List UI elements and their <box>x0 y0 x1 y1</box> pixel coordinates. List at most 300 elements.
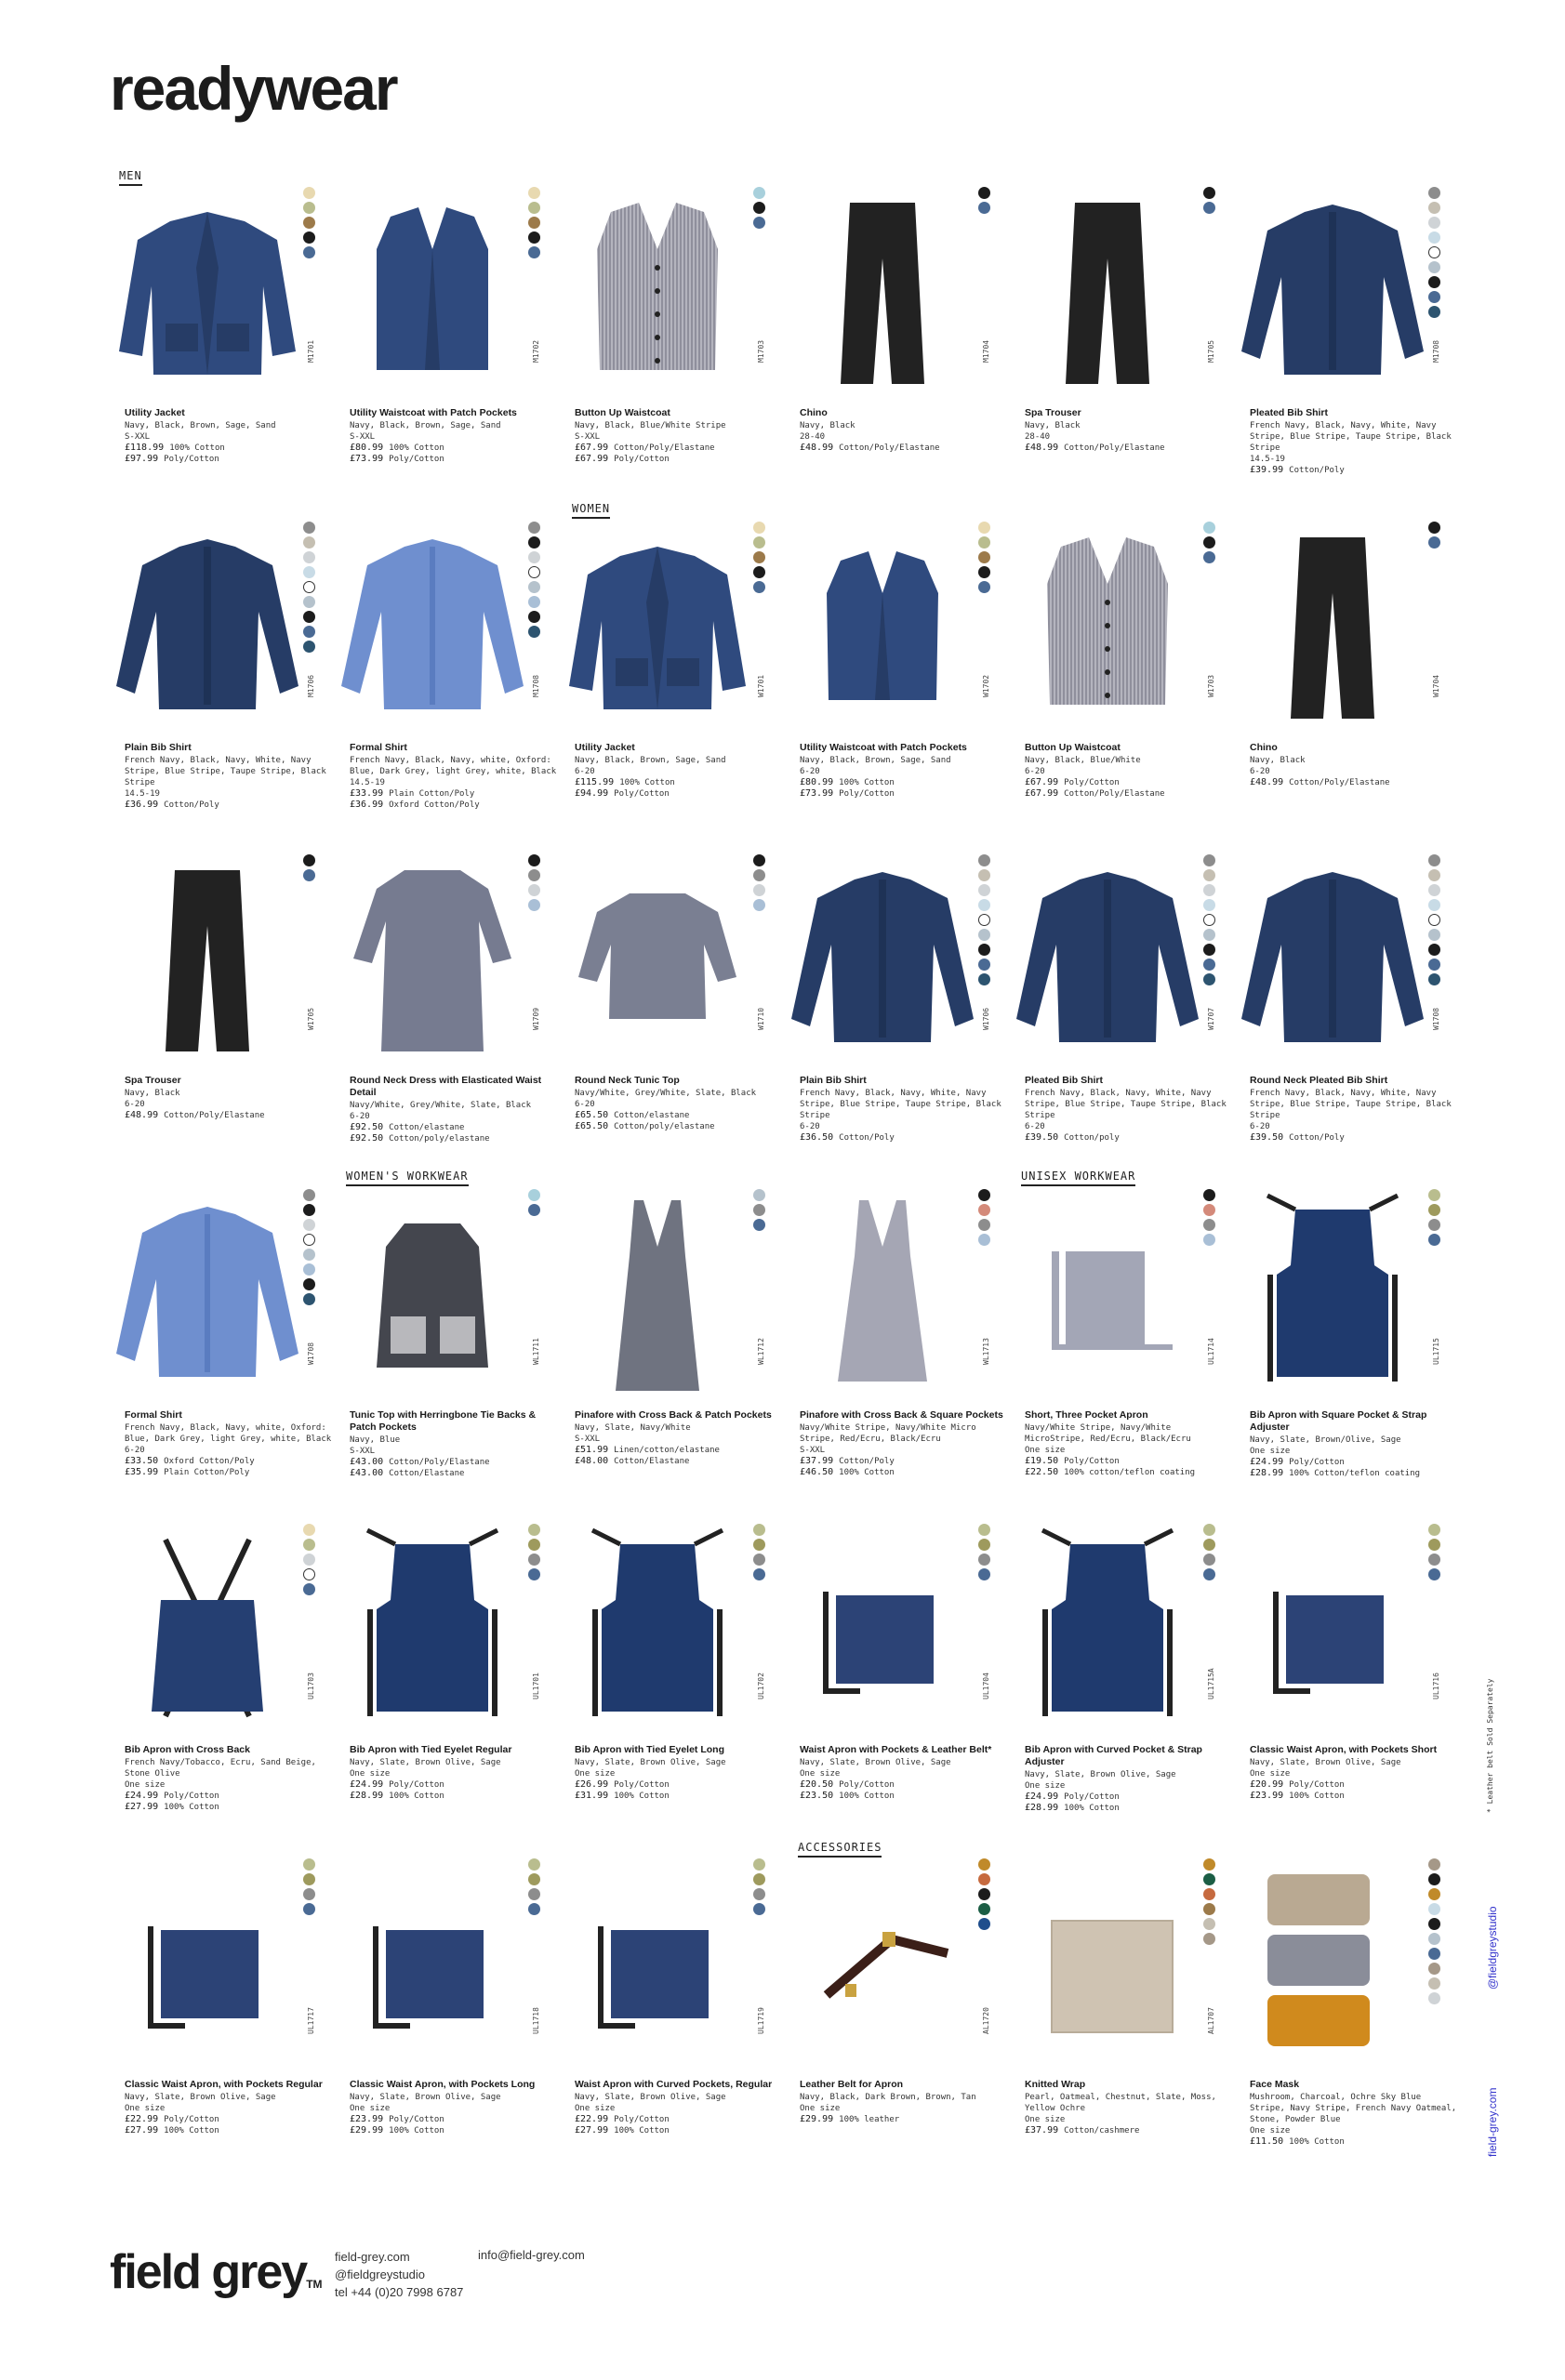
color-swatch[interactable] <box>528 899 540 911</box>
color-swatch[interactable] <box>1203 929 1215 941</box>
product-colors: Navy/White Stripe, Navy/White Micro Stripe, Red/Ecru, Black/Ecru <box>800 1423 976 1444</box>
color-swatch[interactable] <box>1428 973 1440 985</box>
price-material: Cotton/Poly <box>839 1457 895 1466</box>
color-swatch[interactable] <box>978 854 990 866</box>
color-swatch[interactable] <box>1428 276 1440 288</box>
price-value: £48.99 <box>1250 777 1284 787</box>
color-swatch[interactable] <box>528 1858 540 1871</box>
color-swatch[interactable] <box>1428 854 1440 866</box>
color-swatch[interactable] <box>1203 1858 1215 1871</box>
color-swatch[interactable] <box>1428 522 1440 534</box>
color-swatch[interactable] <box>528 596 540 608</box>
product-colors: French Navy, Black, Navy, white, Oxford: Blue, Dark Grey, light Grey, white, Black <box>125 1423 332 1444</box>
color-swatch[interactable] <box>1203 536 1215 549</box>
color-swatch[interactable] <box>303 1278 315 1290</box>
color-swatch[interactable] <box>753 187 765 199</box>
color-swatch[interactable] <box>303 641 315 653</box>
color-swatch[interactable] <box>1203 1234 1215 1246</box>
color-swatch[interactable] <box>978 522 990 534</box>
product-info <box>1250 1744 1459 1802</box>
color-swatch[interactable] <box>303 1903 315 1915</box>
color-swatch[interactable] <box>1428 1554 1440 1566</box>
color-swatch[interactable] <box>303 1873 315 1885</box>
product-price <box>575 454 784 465</box>
color-swatch[interactable] <box>1203 1539 1215 1551</box>
color-swatch[interactable] <box>1203 869 1215 881</box>
product-code: UL1701 <box>532 1673 540 1699</box>
color-swatch[interactable] <box>1203 1888 1215 1900</box>
product-size: One size <box>575 1769 616 1778</box>
color-swatch[interactable] <box>753 1554 765 1566</box>
color-swatch[interactable] <box>303 551 315 563</box>
color-swatch[interactable] <box>978 899 990 911</box>
product-image <box>560 853 755 1063</box>
color-swatch[interactable] <box>978 566 990 578</box>
color-swatch[interactable] <box>1428 246 1440 258</box>
color-swatch[interactable] <box>528 231 540 244</box>
color-swatch[interactable] <box>1428 1234 1440 1246</box>
color-swatch[interactable] <box>528 1903 540 1915</box>
color-swatch[interactable] <box>753 1903 765 1915</box>
product-card[interactable] <box>1235 521 1447 837</box>
product-card[interactable] <box>335 1188 547 1504</box>
color-swatch[interactable] <box>978 944 990 956</box>
product-code: W1710 <box>757 1007 765 1030</box>
price-material: Cotton/Poly/Elastane <box>1289 778 1390 787</box>
product-price <box>800 1132 1009 1144</box>
product-code: W1708 <box>307 1342 315 1365</box>
color-swatch[interactable] <box>1428 1873 1440 1885</box>
product-size: One size <box>1250 1447 1291 1456</box>
color-swatch[interactable] <box>528 1888 540 1900</box>
price-material: Cotton/Poly/Elastane <box>839 443 940 453</box>
color-swatch[interactable] <box>303 596 315 608</box>
color-swatch[interactable] <box>1428 1948 1440 1960</box>
product-card[interactable] <box>110 1858 322 2174</box>
color-swatch[interactable] <box>978 1858 990 1871</box>
color-swatch[interactable] <box>753 1539 765 1551</box>
product-card[interactable] <box>1235 853 1452 1170</box>
color-swatch[interactable] <box>303 1249 315 1261</box>
color-swatch[interactable] <box>978 536 990 549</box>
color-swatch[interactable] <box>303 611 315 623</box>
color-swatch[interactable] <box>1428 914 1440 926</box>
price-value: £48.99 <box>125 1110 159 1120</box>
product-card[interactable] <box>335 521 557 837</box>
color-swatch[interactable] <box>753 1568 765 1580</box>
price-value: £94.99 <box>575 788 609 799</box>
color-swatch[interactable] <box>753 899 765 911</box>
color-swatch[interactable] <box>978 929 990 941</box>
product-name: Knitted Wrap <box>1025 2079 1086 2090</box>
product-price <box>800 1779 1009 1791</box>
color-swatch[interactable] <box>528 522 540 534</box>
product-card[interactable] <box>785 186 997 502</box>
footer-website[interactable]: field-grey.com <box>335 2250 410 2264</box>
color-swatch[interactable] <box>528 1568 540 1580</box>
color-swatch[interactable] <box>303 522 315 534</box>
section-accessories: ACCESSORIES <box>798 1841 882 1858</box>
product-price <box>1025 2125 1234 2136</box>
product-card[interactable] <box>110 1188 332 1504</box>
color-swatch[interactable] <box>528 1524 540 1536</box>
color-swatch[interactable] <box>528 1873 540 1885</box>
color-swatch[interactable] <box>1203 959 1215 971</box>
color-swatch[interactable] <box>303 187 315 199</box>
color-swatch[interactable] <box>1203 973 1215 985</box>
color-swatch[interactable] <box>1428 1539 1440 1551</box>
color-swatch[interactable] <box>528 581 540 593</box>
color-swatch[interactable] <box>1428 1918 1440 1930</box>
product-name: Round Neck Pleated Bib Shirt <box>1250 1075 1388 1086</box>
color-swatch[interactable] <box>978 202 990 214</box>
product-size: One size <box>1025 1781 1066 1791</box>
color-swatch[interactable] <box>978 959 990 971</box>
product-code: W1701 <box>757 674 765 697</box>
color-swatch[interactable] <box>303 1524 315 1536</box>
product-info <box>125 1409 334 1478</box>
color-swatch[interactable] <box>753 1888 765 1900</box>
product-card[interactable] <box>560 521 772 837</box>
color-swatch[interactable] <box>753 1219 765 1231</box>
color-swatch[interactable] <box>1203 1568 1215 1580</box>
color-swatch[interactable] <box>1203 522 1215 534</box>
product-colors: Navy, Black, Blue/White Stripe <box>575 421 726 430</box>
product-card[interactable] <box>110 1523 322 1839</box>
price-value: £28.99 <box>350 1791 384 1801</box>
color-swatch[interactable] <box>1203 1873 1215 1885</box>
color-swatch[interactable] <box>753 536 765 549</box>
color-swatch[interactable] <box>978 1524 990 1536</box>
color-swatch[interactable] <box>303 217 315 229</box>
side-instagram-link[interactable]: @fieldgreystudio <box>1486 1906 1499 1990</box>
product-colors: Navy/White, Grey/White, Slate, Black <box>575 1089 757 1098</box>
color-swatch[interactable] <box>978 1204 990 1216</box>
product-price <box>350 788 559 800</box>
color-swatch[interactable] <box>978 187 990 199</box>
color-swatch[interactable] <box>528 884 540 896</box>
color-swatch[interactable] <box>753 1858 765 1871</box>
color-swatch[interactable] <box>978 914 990 926</box>
product-card[interactable] <box>560 1523 772 1839</box>
color-swatch[interactable] <box>528 626 540 638</box>
color-swatch[interactable] <box>1428 899 1440 911</box>
color-swatch[interactable] <box>1428 1903 1440 1915</box>
price-value: £92.50 <box>350 1133 384 1144</box>
product-info <box>800 407 1009 454</box>
color-swatch[interactable] <box>1428 291 1440 303</box>
product-card[interactable] <box>560 853 772 1170</box>
color-swatch[interactable] <box>1428 1888 1440 1900</box>
product-colors: Navy, Slate, Brown Olive, Sage <box>575 1758 726 1767</box>
price-material: 100% Cotton <box>389 443 444 453</box>
product-colors: Navy, Black <box>1250 756 1306 765</box>
color-swatch[interactable] <box>1203 884 1215 896</box>
product-image <box>335 853 530 1063</box>
product-card[interactable] <box>1235 1188 1447 1504</box>
color-swatch[interactable] <box>303 1234 315 1246</box>
color-swatch[interactable] <box>753 1873 765 1885</box>
color-swatch[interactable] <box>303 1263 315 1276</box>
product-image <box>335 1858 530 2067</box>
product-name: Utility Jacket <box>575 742 635 753</box>
color-swatch[interactable] <box>528 1554 540 1566</box>
product-card[interactable] <box>1010 186 1222 502</box>
color-swatch[interactable] <box>1203 1918 1215 1930</box>
color-swatch[interactable] <box>978 1888 990 1900</box>
product-image <box>785 1188 980 1397</box>
price-material: Poly/Cotton <box>614 2115 670 2124</box>
product-card[interactable] <box>1235 1523 1447 1839</box>
color-swatch[interactable] <box>1203 1219 1215 1231</box>
color-swatch[interactable] <box>528 1204 540 1216</box>
price-material: Cotton/Elastane <box>389 1469 465 1478</box>
product-code: UL1717 <box>307 2007 315 2034</box>
color-swatch[interactable] <box>1428 1524 1440 1536</box>
product-card[interactable] <box>785 1523 997 1839</box>
color-swatch[interactable] <box>1428 1933 1440 1945</box>
product-image <box>1235 853 1430 1063</box>
product-price <box>575 1779 784 1791</box>
footer-email[interactable]: info@field-grey.com <box>478 2248 585 2262</box>
color-swatch[interactable] <box>1203 187 1215 199</box>
color-swatch[interactable] <box>1428 884 1440 896</box>
color-swatch[interactable] <box>1428 306 1440 318</box>
product-size: S-XXL <box>125 432 151 442</box>
product-card[interactable] <box>785 1858 997 2174</box>
color-swatch[interactable] <box>1203 854 1215 866</box>
product-card[interactable] <box>110 853 322 1170</box>
color-swatch[interactable] <box>303 581 315 593</box>
product-image <box>110 521 305 730</box>
color-swatch[interactable] <box>753 566 765 578</box>
color-swatch[interactable] <box>528 1539 540 1551</box>
product-colors: Navy, Black, Dark Brown, Brown, Tan <box>800 2093 976 2102</box>
color-swatch[interactable] <box>528 217 540 229</box>
color-swatch[interactable] <box>1428 1204 1440 1216</box>
product-size: 14.5-19 <box>1250 455 1285 464</box>
product-colors: Navy, Slate, Brown Olive, Sage <box>575 2093 726 2102</box>
color-swatch[interactable] <box>1428 536 1440 549</box>
color-swatch[interactable] <box>303 1293 315 1305</box>
color-swatch[interactable] <box>528 566 540 578</box>
product-card[interactable] <box>785 521 997 837</box>
price-value: £36.50 <box>800 1132 834 1143</box>
product-card[interactable] <box>560 1858 772 2174</box>
color-swatch[interactable] <box>1203 1204 1215 1216</box>
product-card[interactable] <box>560 1188 772 1504</box>
color-swatch[interactable] <box>1428 1992 1440 2004</box>
color-swatch[interactable] <box>528 187 540 199</box>
color-swatch[interactable] <box>978 884 990 896</box>
color-swatch[interactable] <box>1428 1963 1440 1975</box>
price-value: £22.50 <box>1025 1467 1059 1477</box>
color-swatch[interactable] <box>303 1858 315 1871</box>
color-swatch[interactable] <box>978 581 990 593</box>
product-code: W1709 <box>532 1007 540 1030</box>
color-swatch[interactable] <box>1428 261 1440 273</box>
product-size: 6-20 <box>575 1100 595 1109</box>
color-swatch[interactable] <box>1203 202 1215 214</box>
color-swatch[interactable] <box>303 1583 315 1595</box>
color-swatch[interactable] <box>753 884 765 896</box>
product-code: M1705 <box>1207 339 1215 363</box>
product-info <box>800 1409 1009 1478</box>
product-size: 6-20 <box>1025 1122 1045 1131</box>
product-price <box>125 1456 334 1467</box>
color-swatch[interactable] <box>303 231 315 244</box>
color-swatch[interactable] <box>1428 869 1440 881</box>
color-swatch[interactable] <box>1428 959 1440 971</box>
color-swatch[interactable] <box>303 1568 315 1580</box>
color-swatch[interactable] <box>1203 914 1215 926</box>
price-material: Poly/Cotton <box>389 2115 444 2124</box>
color-swatch[interactable] <box>303 1554 315 1566</box>
product-code: W1702 <box>982 674 990 697</box>
color-swatch[interactable] <box>753 854 765 866</box>
product-card[interactable] <box>785 1188 1003 1504</box>
color-swatch[interactable] <box>978 1189 990 1201</box>
color-swatch[interactable] <box>978 1873 990 1885</box>
color-swatch[interactable] <box>303 202 315 214</box>
color-swatch[interactable] <box>303 869 315 881</box>
color-swatch[interactable] <box>303 246 315 258</box>
color-swatch[interactable] <box>1203 1903 1215 1915</box>
color-swatch[interactable] <box>303 854 315 866</box>
color-swatch[interactable] <box>753 522 765 534</box>
color-swatch[interactable] <box>978 1568 990 1580</box>
price-material: Cotton/elastane <box>614 1111 690 1120</box>
product-card[interactable] <box>335 1523 547 1839</box>
product-card[interactable] <box>1010 1523 1222 1839</box>
color-swatch[interactable] <box>978 551 990 563</box>
color-swatch[interactable] <box>753 1189 765 1201</box>
color-swatch[interactable] <box>1428 1219 1440 1231</box>
color-swatch[interactable] <box>1203 1554 1215 1566</box>
footer-handle[interactable]: @fieldgreystudio <box>335 2268 426 2281</box>
color-swatches <box>1428 1523 1469 1582</box>
color-swatch[interactable] <box>978 1918 990 1930</box>
product-info <box>575 2079 784 2136</box>
color-swatch[interactable] <box>753 551 765 563</box>
price-material: Cotton/Poly/Elastane <box>164 1111 265 1120</box>
color-swatch[interactable] <box>1428 1858 1440 1871</box>
color-swatch[interactable] <box>528 202 540 214</box>
color-swatch[interactable] <box>978 1554 990 1566</box>
color-swatch[interactable] <box>1428 1568 1440 1580</box>
color-swatch[interactable] <box>1428 944 1440 956</box>
color-swatch[interactable] <box>753 202 765 214</box>
color-swatch[interactable] <box>528 854 540 866</box>
color-swatch[interactable] <box>303 566 315 578</box>
color-swatch[interactable] <box>978 973 990 985</box>
color-swatch[interactable] <box>528 1189 540 1201</box>
color-swatch[interactable] <box>978 1539 990 1551</box>
color-swatch[interactable] <box>978 1234 990 1246</box>
color-swatch[interactable] <box>1203 551 1215 563</box>
price-value: £28.99 <box>1250 1468 1284 1478</box>
color-swatch[interactable] <box>753 869 765 881</box>
product-card[interactable] <box>335 186 547 502</box>
product-card[interactable] <box>1010 1858 1222 2174</box>
color-swatch[interactable] <box>528 536 540 549</box>
product-price <box>575 1110 784 1121</box>
product-image <box>560 1523 755 1732</box>
product-image <box>560 1188 755 1397</box>
color-swatch[interactable] <box>528 551 540 563</box>
product-card[interactable] <box>560 186 772 502</box>
color-swatch[interactable] <box>303 1204 315 1216</box>
product-price <box>1025 1792 1234 1803</box>
product-size: 6-20 <box>800 767 820 776</box>
color-swatch[interactable] <box>303 1539 315 1551</box>
color-swatch[interactable] <box>1428 187 1440 199</box>
product-size: 6-20 <box>125 1100 145 1109</box>
color-swatch[interactable] <box>753 1204 765 1216</box>
price-material: 100% Cotton <box>614 2126 670 2135</box>
color-swatch[interactable] <box>753 1524 765 1536</box>
color-swatch[interactable] <box>303 626 315 638</box>
product-colors: Navy, Slate, Navy/White <box>575 1423 691 1433</box>
product-card[interactable] <box>785 853 1001 1170</box>
side-website-link[interactable]: field-grey.com <box>1486 2087 1499 2157</box>
color-swatch[interactable] <box>978 1219 990 1231</box>
color-swatch[interactable] <box>1203 1189 1215 1201</box>
product-card[interactable] <box>335 853 547 1170</box>
price-material: Poly/Cotton <box>164 455 219 464</box>
color-swatch[interactable] <box>1203 1524 1215 1536</box>
color-swatch[interactable] <box>978 869 990 881</box>
color-swatch[interactable] <box>303 1219 315 1231</box>
product-card[interactable] <box>1010 853 1227 1170</box>
product-card[interactable] <box>110 521 326 837</box>
price-material: Poly/Cotton <box>389 1780 444 1790</box>
price-material: 100% Cotton <box>164 1803 219 1812</box>
color-swatch[interactable] <box>1203 1933 1215 1945</box>
color-swatch[interactable] <box>753 581 765 593</box>
product-price <box>350 443 559 454</box>
color-swatch[interactable] <box>528 246 540 258</box>
color-swatch[interactable] <box>1428 202 1440 214</box>
color-swatch[interactable] <box>303 536 315 549</box>
color-swatch[interactable] <box>1428 1189 1440 1201</box>
color-swatch[interactable] <box>1428 929 1440 941</box>
color-swatch[interactable] <box>1428 1977 1440 1990</box>
product-card[interactable] <box>1010 1188 1222 1504</box>
product-card[interactable] <box>1010 521 1222 837</box>
readywear-logo: readywear <box>110 54 397 123</box>
color-swatch[interactable] <box>528 869 540 881</box>
color-swatch[interactable] <box>753 217 765 229</box>
color-swatch[interactable] <box>1203 899 1215 911</box>
color-swatch[interactable] <box>303 1888 315 1900</box>
product-price <box>800 788 1009 800</box>
product-card[interactable] <box>1235 1858 1457 2174</box>
color-swatches <box>1428 853 1469 987</box>
product-colors: Mushroom, Charcoal, Ochre Sky Blue Stripe, Navy Stripe, French Navy Oatmeal, Stone, Powder Blue <box>1250 2093 1457 2124</box>
product-image <box>1010 521 1205 730</box>
product-card[interactable] <box>335 1858 547 2174</box>
price-value: £48.99 <box>1025 443 1059 453</box>
product-card[interactable] <box>110 186 322 502</box>
color-swatch[interactable] <box>1428 217 1440 229</box>
color-swatch[interactable] <box>1203 944 1215 956</box>
color-swatch[interactable] <box>978 1903 990 1915</box>
color-swatch[interactable] <box>528 611 540 623</box>
color-swatch[interactable] <box>303 1189 315 1201</box>
product-card[interactable] <box>1235 186 1452 502</box>
color-swatch[interactable] <box>1428 231 1440 244</box>
